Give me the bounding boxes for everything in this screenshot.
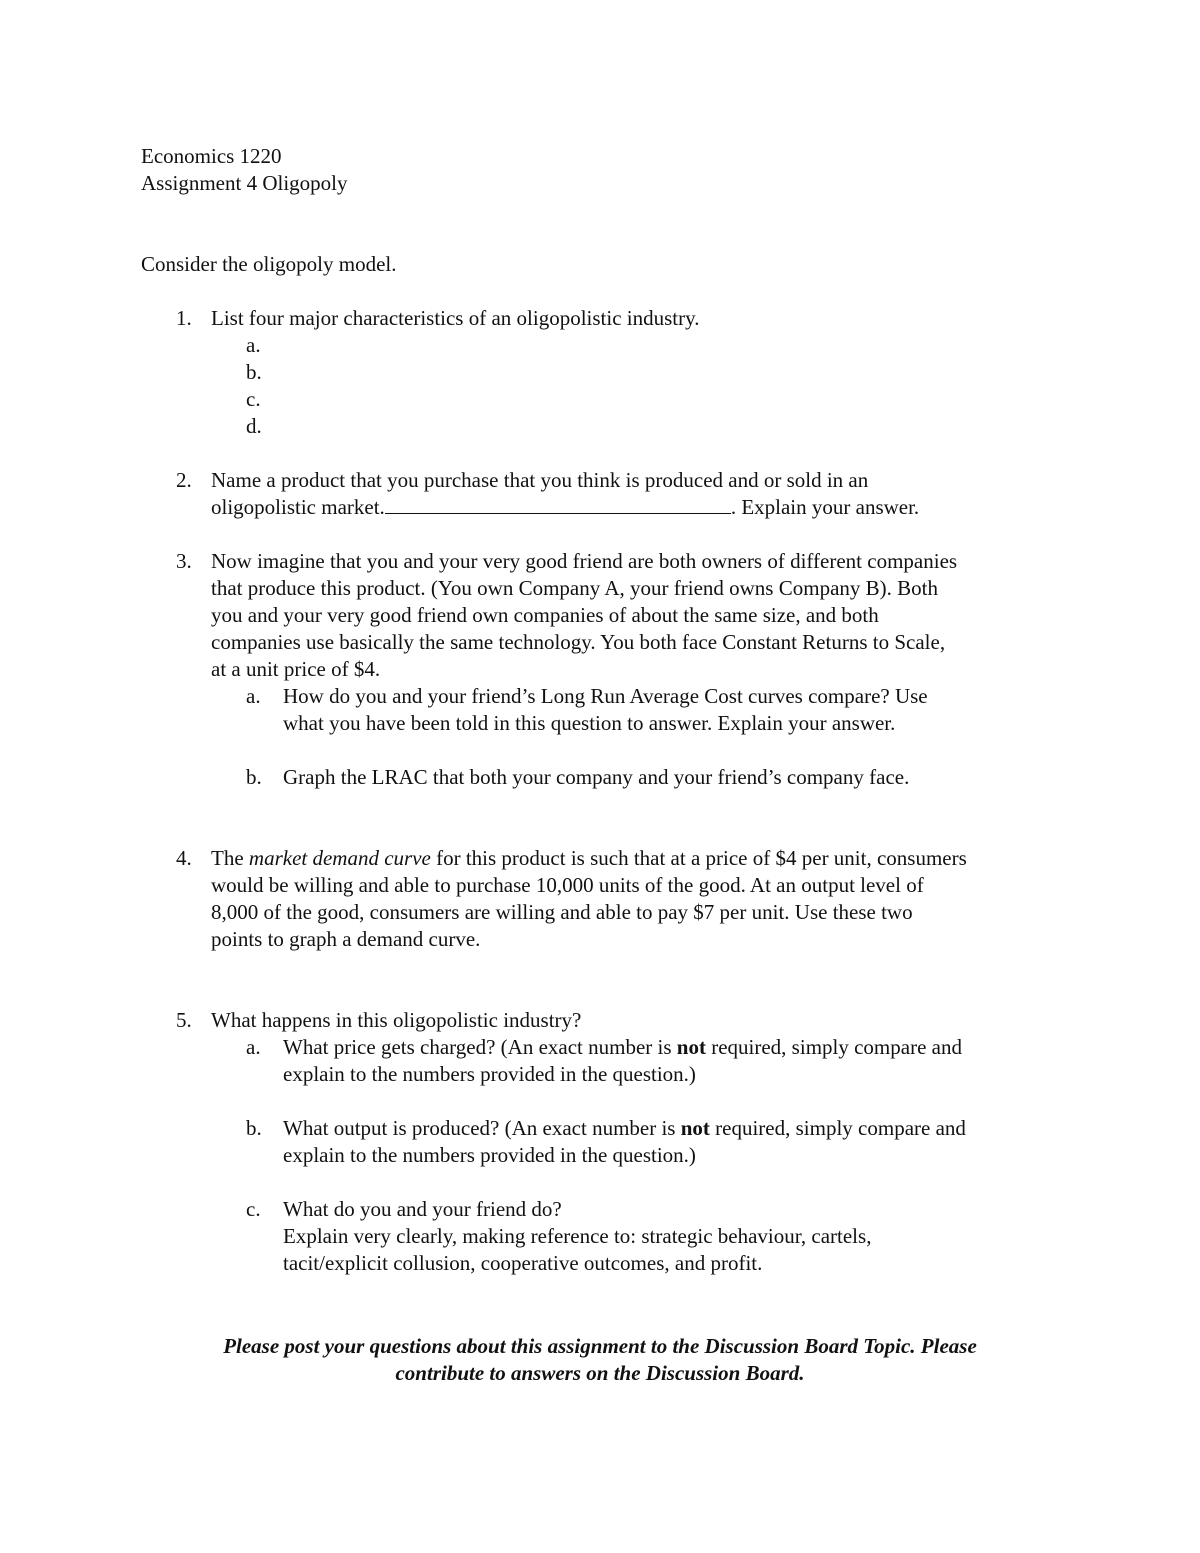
sub-question-3b: b. Graph the LRAC that both your company and your friend’s company face. xyxy=(246,765,910,789)
answer-blank[interactable] xyxy=(385,494,731,514)
question-number: 4. xyxy=(176,846,192,870)
question-number: 3. xyxy=(176,549,192,573)
question-text: List four major characteristics of an oligopolistic industry. xyxy=(211,306,700,330)
sub-question-3a: a. How do you and your friend’s Long Run Average Cost curves compare? Use what you have been told in this question to answer. Explain your answer. xyxy=(246,684,928,735)
question-text: Name a product that you purchase that you think is produced and or sold in an xyxy=(211,468,869,492)
intro-text: Consider the oligopoly model. xyxy=(141,252,397,276)
sub-question-5b: b. What output is produced? (An exact number is not required, simply compare and explain to the numbers provided in the question.) xyxy=(246,1116,966,1167)
question-2 xyxy=(141,467,1071,521)
question-text-line2: oligopolistic market. . Explain your answer. xyxy=(211,495,920,519)
question-4: 4. The market demand curve for this product is such that at a price of $4 per unit, consumers would be willing and able to purchase 10,000 units of the good. At an output level of 8,000 of the good, consumers are willing and able to pay $7 per unit. Use these two points to graph a demand curve. xyxy=(141,845,1071,953)
sub-question-5c: c. What do you and your friend do? Explain very clearly, making reference to: strategic behaviour, cartels, tacit/explicit collusion, cooperative outcomes, and profit. xyxy=(246,1197,872,1275)
question-number: 1. xyxy=(176,306,192,330)
question-number: 5. xyxy=(176,1008,192,1032)
assignment-page xyxy=(141,143,1071,1277)
question-number: 2. xyxy=(176,468,192,492)
answer-slot-a: a. xyxy=(246,333,261,357)
answer-slot-b: b. xyxy=(246,360,262,384)
footer-note: Please post your questions about this assignment to the Discussion Board Topic. Please contribute to answers on the Discussion Board. xyxy=(223,1334,977,1385)
question-5 xyxy=(141,1007,1071,1034)
sub-question-5a: a. What price gets charged? (An exact number is not required, simply compare and explain to the numbers provided in the question.) xyxy=(246,1035,962,1086)
question-3: 3. Now imagine that you and your very good friend are both owners of different companies that produce this product. (You own Company A, your friend owns Company B). Both you and your very good friend own companies of about the same size, and both companies use basically the same technology. You both face Constant Returns to Scale, at a unit price of $4. xyxy=(141,548,1071,683)
question-1 xyxy=(141,305,1071,332)
answer-slot-c: c. xyxy=(246,387,261,411)
question-text: Now imagine that you and your very good friend are both owners of different companies xyxy=(211,549,958,573)
question-text: What happens in this oligopolistic industry? xyxy=(211,1008,582,1032)
answer-slot-d: d. xyxy=(246,414,262,438)
course-title: Economics 1220 xyxy=(141,144,282,168)
assignment-title: Assignment 4 Oligopoly xyxy=(141,171,348,195)
question-text: The market demand curve for this product is such that at a price of $4 per unit, consumers xyxy=(211,846,967,870)
emphasis: market demand curve xyxy=(248,846,431,870)
